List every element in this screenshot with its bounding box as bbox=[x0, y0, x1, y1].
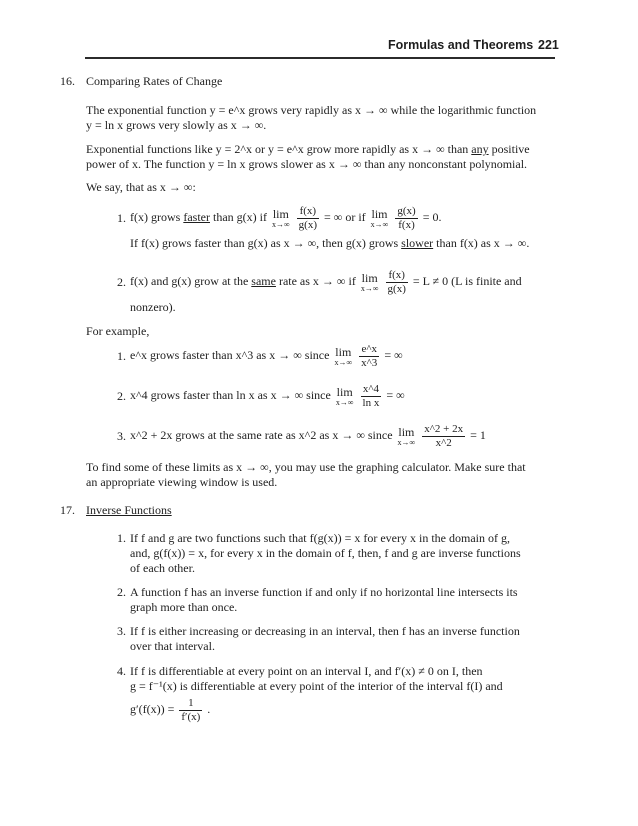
lim-subscript: x→∞ bbox=[334, 357, 353, 367]
s17-item4-formula-lhs: g′(f(x)) = bbox=[130, 702, 175, 716]
s16-ex3 bbox=[130, 421, 486, 450]
limit bbox=[371, 208, 389, 229]
s16-intro-line-2: y = ln x grows very slowly as x → ∞. bbox=[86, 118, 267, 132]
s16-ex1-number: 1. bbox=[117, 349, 126, 363]
lim-subscript: x→∞ bbox=[360, 283, 379, 293]
page-number: 221 bbox=[538, 38, 559, 52]
s16-item1-number: 1. bbox=[117, 211, 126, 225]
fraction bbox=[386, 269, 408, 296]
s16-we-say: We say, that as x → ∞: bbox=[86, 180, 196, 194]
s17-item2-number: 2. bbox=[117, 585, 126, 599]
s17-item3-number: 3. bbox=[117, 624, 126, 638]
s16-ex1-end: = ∞ bbox=[384, 348, 403, 362]
fraction-numerator: 1 bbox=[179, 697, 202, 711]
s17-item1-line-2: and, g(f(x)) = x, for every x in the domain of f, then, f and g are inverse functions bbox=[130, 546, 521, 560]
fraction-denominator: g(x) bbox=[298, 218, 317, 231]
limit bbox=[336, 386, 354, 407]
limit bbox=[398, 426, 416, 447]
s16-item1-line2-b: than f(x) as x → ∞. bbox=[436, 236, 530, 250]
lim-label: lim bbox=[371, 206, 388, 221]
s16-item2-formula bbox=[130, 267, 522, 296]
s17-item2-line-1: A function f has an inverse function if and only if no horizontal line intersects its bbox=[130, 585, 518, 599]
s16-para2-tail: positive bbox=[491, 142, 530, 156]
s16-ex1-text: e^x grows faster than x^3 as x → ∞ since bbox=[130, 348, 330, 362]
s16-ex2-end: = ∞ bbox=[386, 388, 405, 402]
s17-item1-line-1: If f and g are two functions such that f(g(x)) = x for every x in the domain of g, bbox=[130, 531, 510, 545]
s16-item2-same: same bbox=[251, 274, 276, 288]
s16-para2-line-1 bbox=[86, 142, 530, 156]
limit bbox=[272, 208, 290, 229]
limit bbox=[334, 346, 352, 367]
s16-ex3-number: 3. bbox=[117, 429, 126, 443]
section-17-number: 17. bbox=[60, 503, 75, 517]
fraction bbox=[297, 205, 319, 232]
s16-ex2-number: 2. bbox=[117, 389, 126, 403]
s16-find-line-2: an appropriate viewing window is used. bbox=[86, 475, 278, 489]
s16-item1-slower: slower bbox=[401, 236, 434, 250]
running-title: Formulas and Theorems bbox=[388, 38, 534, 52]
s16-ex3-end: = 1 bbox=[470, 428, 486, 442]
s17-item4-period: . bbox=[207, 702, 211, 716]
fraction-denominator: x^2 bbox=[435, 436, 452, 449]
s16-item2-text-b: rate as x → ∞ if bbox=[278, 274, 356, 288]
s16-item1-line2-a: If f(x) grows faster than g(x) as x → ∞, then g(x) grows bbox=[130, 236, 399, 250]
s16-item1-text-b: than g(x) if bbox=[212, 210, 267, 224]
s16-ex2-text: x^4 grows faster than ln x as x → ∞ since bbox=[130, 388, 331, 402]
section-17-title: Inverse Functions bbox=[86, 503, 172, 517]
s17-item3-line-2: over that interval. bbox=[130, 639, 215, 653]
lim-subscript: x→∞ bbox=[271, 219, 290, 229]
s16-find-line-1: To find some of these limits as x → ∞, you may use the graphing calculator. Make sure that bbox=[86, 460, 526, 474]
s16-for-example: For example, bbox=[86, 324, 150, 338]
s16-ex1 bbox=[130, 341, 403, 370]
fraction-denominator: g(x) bbox=[387, 282, 406, 295]
fraction bbox=[395, 205, 417, 232]
lim-subscript: x→∞ bbox=[335, 397, 354, 407]
s16-ex3-text: x^2 + 2x grows at the same rate as x^2 as x → ∞ since bbox=[130, 428, 393, 442]
lim-label: lim bbox=[398, 424, 415, 439]
s16-para2-any: any bbox=[471, 142, 489, 156]
fraction-numerator: f(x) bbox=[386, 269, 408, 283]
s16-para2-line-2: power of x. The function y = ln x grows slower as x → ∞ than any nonconstant polynomial. bbox=[86, 157, 528, 171]
fraction-denominator: x^3 bbox=[361, 356, 378, 369]
fraction-numerator: e^x bbox=[359, 343, 379, 357]
s17-item3-line-1: If f is either increasing or decreasing in an interval, then f has an inverse function bbox=[130, 624, 520, 638]
lim-subscript: x→∞ bbox=[370, 219, 389, 229]
page-header bbox=[0, 38, 638, 58]
s16-para2-text: Exponential functions like y = 2^x or y = e^x grow more rapidly as x → ∞ than bbox=[86, 142, 469, 156]
s16-item1-text-a: f(x) grows bbox=[130, 210, 181, 224]
s16-item2-line-2: nonzero). bbox=[130, 300, 176, 314]
fraction bbox=[359, 343, 379, 370]
s17-item1-line-3: of each other. bbox=[130, 561, 195, 575]
lim-label: lim bbox=[272, 206, 289, 221]
fraction bbox=[361, 383, 382, 410]
s16-item1-formula bbox=[130, 203, 441, 232]
s16-item1-mid: = ∞ or if bbox=[324, 210, 366, 224]
s17-item4-line-1: If f is differentiable at every point on an interval I, and f′(x) ≠ 0 on I, then bbox=[130, 664, 483, 678]
s16-item2-end: = L ≠ 0 (L is finite and bbox=[412, 274, 522, 288]
lim-label: lim bbox=[361, 270, 378, 285]
section-16-title: Comparing Rates of Change bbox=[86, 74, 223, 88]
fraction bbox=[179, 697, 202, 724]
fraction-numerator: x^2 + 2x bbox=[424, 422, 464, 435]
fraction-numerator: g(x) bbox=[397, 204, 416, 217]
limit bbox=[361, 272, 379, 293]
s16-item1-faster: faster bbox=[183, 210, 210, 224]
s17-item2-line-2: graph more than once. bbox=[130, 600, 238, 614]
s16-item2-text-a: f(x) and g(x) grow at the bbox=[130, 274, 249, 288]
s16-intro-line-1: The exponential function y = e^x grows very rapidly as x → ∞ while the logarithmic function bbox=[86, 103, 537, 117]
header-rule bbox=[85, 57, 555, 59]
lim-label: lim bbox=[336, 384, 353, 399]
s17-item4-line-3 bbox=[130, 695, 210, 724]
s17-item1-number: 1. bbox=[117, 531, 126, 545]
s17-item4-number: 4. bbox=[117, 664, 126, 678]
fraction-numerator: x^4 bbox=[361, 383, 382, 397]
s16-item2-number: 2. bbox=[117, 275, 126, 289]
lim-label: lim bbox=[335, 344, 352, 359]
lim-subscript: x→∞ bbox=[397, 437, 416, 447]
fraction bbox=[422, 423, 465, 450]
fraction-denominator: f(x) bbox=[398, 218, 415, 231]
fraction-denominator: f′(x) bbox=[181, 710, 201, 723]
s16-ex2 bbox=[130, 381, 405, 410]
s17-item4-line-2: g = f⁻¹(x) is differentiable at every point of the interior of the interval f(I) and bbox=[130, 679, 503, 693]
fraction-denominator: ln x bbox=[362, 396, 380, 409]
section-16-number: 16. bbox=[60, 74, 75, 88]
s16-item1-end: = 0. bbox=[422, 210, 442, 224]
s16-item1-line-2 bbox=[130, 236, 529, 250]
fraction-numerator: f(x) bbox=[297, 205, 319, 219]
